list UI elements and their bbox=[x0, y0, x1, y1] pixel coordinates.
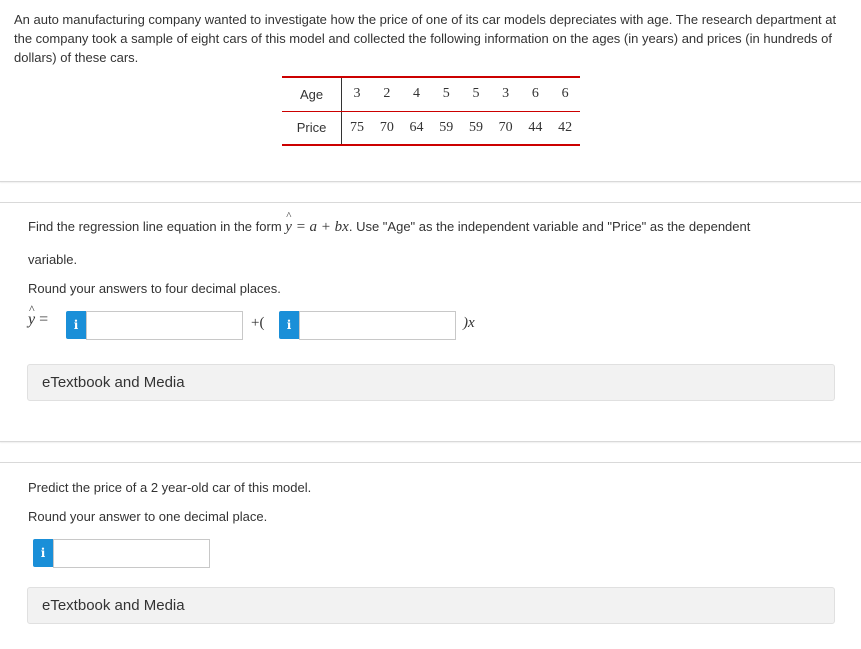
table-cell: 44 bbox=[528, 119, 543, 135]
prompt-text-cont: . Use "Age" as the independent variable and "Price" as the dependent bbox=[348, 219, 751, 234]
table-cell: 5 bbox=[431, 77, 461, 111]
plus-paren-text: +( bbox=[251, 315, 265, 331]
table-cell: 6 bbox=[550, 77, 580, 111]
table-cell: 3 bbox=[491, 77, 521, 111]
info-icon[interactable]: i bbox=[279, 311, 299, 339]
card-divider bbox=[0, 181, 861, 182]
question-1-prompt-line2: variable. bbox=[28, 252, 78, 267]
table-cell: 6 bbox=[521, 77, 551, 111]
problem-intro: An auto manufacturing company wanted to investigate how the price of one of its car models depreciates with age. The research department at the company took a sample of eight cars of this model and collected the following information on the ages (in years) and prices (in hundreds of dollars) of these cars. bbox=[14, 12, 837, 65]
info-icon[interactable]: i bbox=[66, 311, 86, 339]
predicted-price-input[interactable] bbox=[53, 539, 210, 568]
prompt-text: Find the regression line equation in the form bbox=[28, 219, 286, 234]
question-1-round-note: Round your answers to four decimal places. bbox=[28, 281, 281, 296]
table-cell: 59 bbox=[468, 119, 483, 135]
table-cell: 2 bbox=[372, 77, 402, 111]
y-hat-symbol: y ^ bbox=[285, 210, 292, 235]
question-2-prompt: Predict the price of a 2 year-old car of this model. bbox=[28, 480, 312, 495]
table-cell: 5 bbox=[461, 77, 491, 111]
equation-text: = a + bx bbox=[291, 219, 349, 235]
etextbook-media-button[interactable]: eTextbook and Media bbox=[27, 364, 835, 401]
table-cell: 42 bbox=[558, 119, 573, 135]
table-row-age bbox=[282, 77, 580, 111]
table-row-price bbox=[282, 111, 580, 145]
slope-input[interactable] bbox=[299, 311, 456, 340]
table-cell: 4 bbox=[402, 77, 432, 111]
etextbook-media-button[interactable]: eTextbook and Media bbox=[27, 587, 835, 624]
table-cell: 70 bbox=[379, 119, 394, 135]
y-hat-label: ^ y = bbox=[28, 311, 48, 329]
table-cell: 3 bbox=[342, 77, 372, 111]
table-cell: 64 bbox=[409, 119, 424, 135]
row-label-age: Age bbox=[282, 77, 342, 111]
table-cell: 70 bbox=[498, 119, 513, 135]
question-2-round-note: Round your answer to one decimal place. bbox=[28, 509, 268, 524]
question-1-prompt bbox=[28, 210, 751, 236]
card-divider bbox=[0, 202, 861, 203]
table-cell: 75 bbox=[350, 119, 365, 135]
table-cell: 59 bbox=[439, 119, 454, 135]
card-divider bbox=[0, 441, 861, 442]
x-suffix-text: )x bbox=[463, 315, 475, 331]
intercept-input[interactable] bbox=[86, 311, 243, 340]
row-label-price: Price bbox=[282, 111, 342, 145]
data-table bbox=[282, 76, 580, 146]
card-divider bbox=[0, 462, 861, 463]
info-icon[interactable]: i bbox=[33, 539, 53, 567]
